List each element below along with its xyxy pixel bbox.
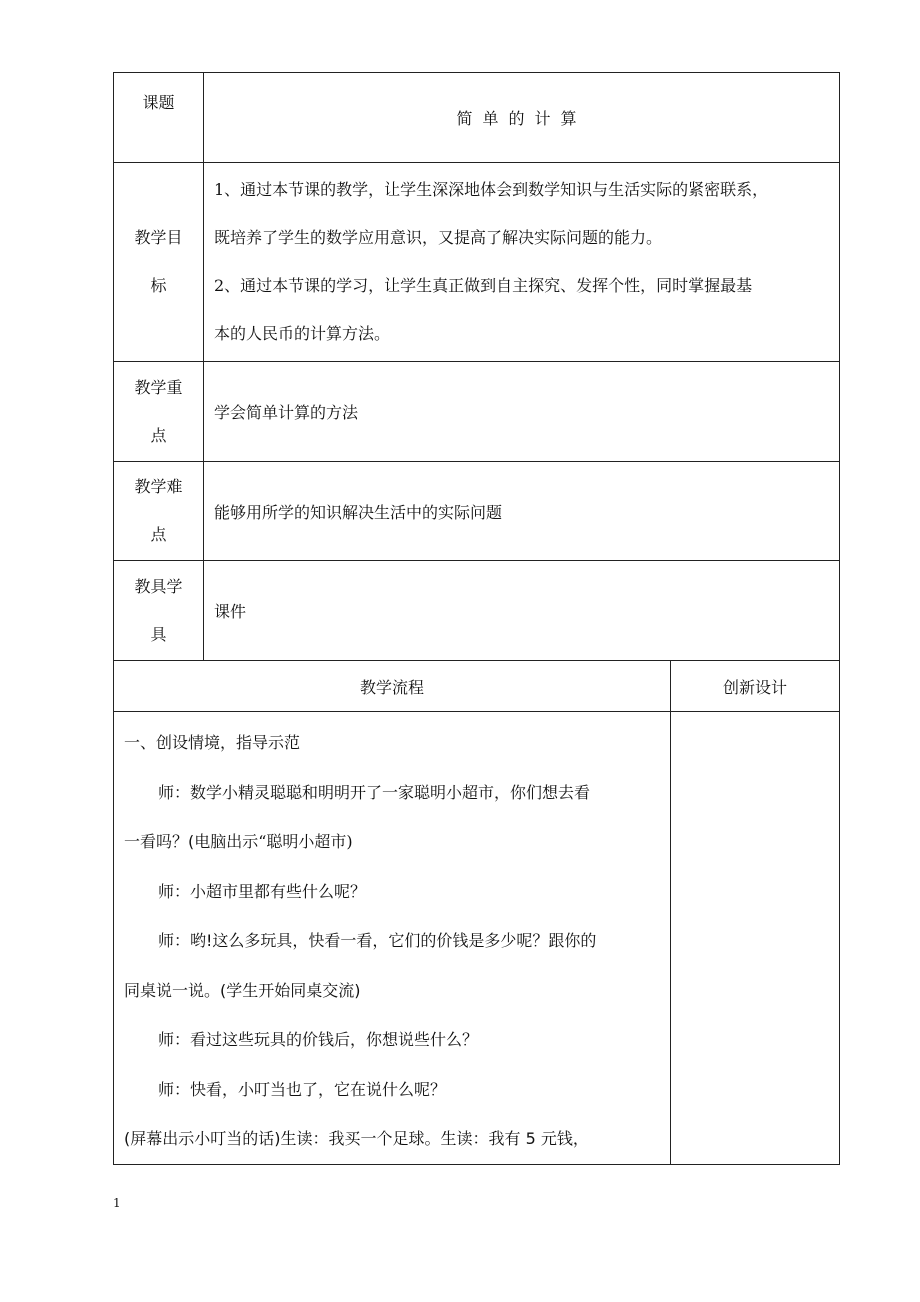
flow-line-3: 师：小超市里都有些什么呢？ bbox=[158, 881, 367, 901]
innovation-content bbox=[671, 712, 840, 1165]
section-title: 一、创设情境，指导示范 bbox=[124, 733, 301, 752]
flow-line-8c: 5 元钱， bbox=[520, 1129, 589, 1148]
tools-row bbox=[114, 561, 840, 661]
difficulty-content: 能够用所学的知识解决生活中的实际问题 bbox=[204, 462, 840, 561]
flow-line-2a: 一看吗？( bbox=[124, 832, 195, 851]
difficulty-label bbox=[114, 462, 204, 561]
flow-body-row bbox=[114, 712, 840, 1165]
tools-label-line1: 教具学 bbox=[134, 576, 183, 596]
goals-label-line1: 教学目 bbox=[134, 228, 183, 247]
flow-line-8b: 生读：我买一个足球。生读：我有 bbox=[280, 1129, 521, 1148]
lesson-plan-table bbox=[113, 72, 840, 1165]
flow-line-5b: (学生开始同桌交流) bbox=[220, 980, 361, 1000]
goals-content bbox=[204, 163, 840, 362]
flow-content bbox=[114, 712, 671, 1165]
focus-content: 学会简单计算的方法 bbox=[204, 362, 840, 462]
page-number: 1 bbox=[113, 1196, 121, 1210]
flow-line-5 bbox=[124, 966, 662, 1016]
focus-row bbox=[114, 362, 840, 462]
flow-line-4: 师：哟!这么多玩具，快看一看，它们的价钱是多少呢？跟你的 bbox=[158, 931, 597, 950]
flow-line-8 bbox=[124, 1114, 662, 1164]
flow-line-6: 师：看过这些玩具的价钱后，你想说些什么？ bbox=[158, 1030, 479, 1049]
goal-line-2: 既培养了学生的数学应用意识，又提高了解决实际问题的能力。 bbox=[214, 228, 663, 247]
goal-line-4: 本的人民币的计算方法。 bbox=[214, 324, 391, 343]
flow-line-1: 师：数学小精灵聪聪和明明开了一家聪明小超市，你们想去看 bbox=[158, 782, 591, 802]
topic-label: 课题 bbox=[114, 73, 204, 163]
flow-header: 教学流程 bbox=[114, 661, 671, 712]
goals-row bbox=[114, 163, 840, 362]
goal-line-1: 1、通过本节课的教学，让学生深深地体会到数学知识与生活实际的紧密联系， bbox=[214, 180, 769, 199]
focus-label bbox=[114, 362, 204, 462]
flow-line-7: 师：快看，小叮当也了，它在说什么呢？ bbox=[158, 1079, 447, 1099]
focus-label-line2: 点 bbox=[150, 425, 167, 445]
topic-row bbox=[114, 73, 840, 163]
goals-label-line2: 标 bbox=[150, 276, 167, 295]
goals-label bbox=[114, 163, 204, 362]
goal-line-3: 2、通过本节课的学习，让学生真正做到自主探究、发挥个性，同时掌握最基 bbox=[214, 276, 753, 295]
flow-line-2b: 电脑出示“聪明小超市) bbox=[194, 832, 353, 851]
innovation-header: 创新设计 bbox=[671, 661, 840, 712]
flow-line-5a: 同桌说一说。 bbox=[124, 980, 221, 1000]
flow-line-8a: (屏幕出示小叮当的话) bbox=[124, 1129, 281, 1148]
focus-label-line1: 教学重 bbox=[134, 377, 183, 397]
topic-title: 简单的计算 bbox=[204, 73, 840, 163]
tools-label-line2: 具 bbox=[150, 624, 167, 644]
flow-line-2 bbox=[124, 817, 662, 867]
flow-header-row bbox=[114, 661, 840, 712]
difficulty-label-line1: 教学难 bbox=[134, 477, 183, 496]
difficulty-label-line2: 点 bbox=[150, 525, 167, 544]
tools-content: 课件 bbox=[204, 561, 840, 661]
difficulty-row bbox=[114, 462, 840, 561]
tools-label bbox=[114, 561, 204, 661]
